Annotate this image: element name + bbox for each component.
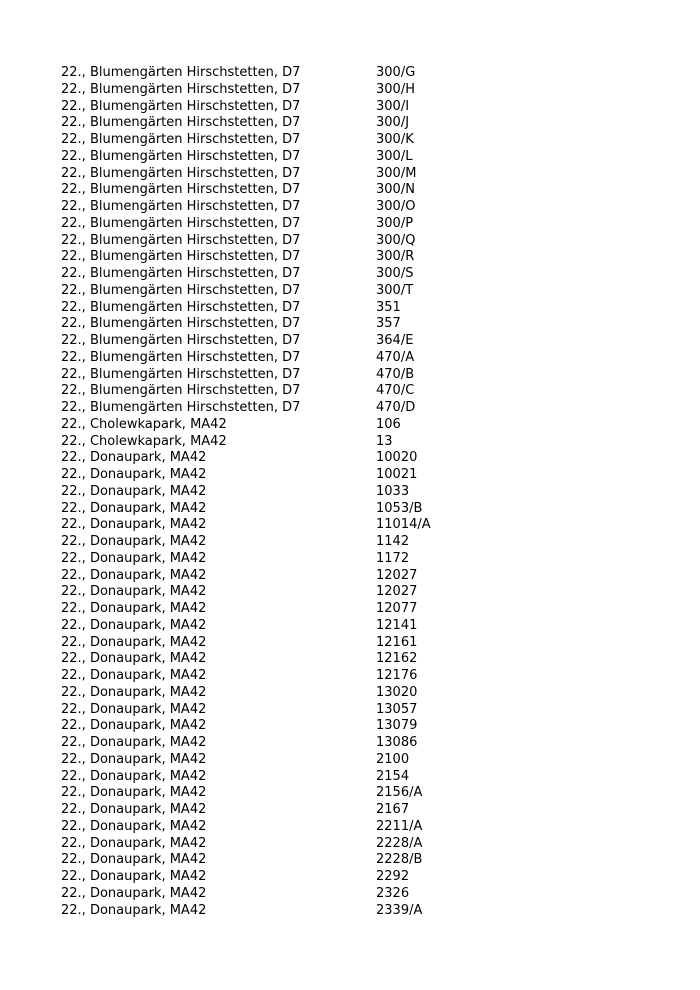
number-cell: 2211/A <box>376 818 423 834</box>
table-row <box>61 702 481 719</box>
table-row <box>61 115 481 132</box>
number-cell: 300/N <box>376 182 415 198</box>
location-cell: 22., Donaupark, MA42 <box>61 684 207 700</box>
location-cell: 22., Blumengärten Hirschstetten, D7 <box>61 349 301 365</box>
location-cell: 22., Blumengärten Hirschstetten, D7 <box>61 282 301 298</box>
location-cell: 22., Donaupark, MA42 <box>61 584 207 600</box>
table-row <box>61 82 481 99</box>
location-cell: 22., Donaupark, MA42 <box>61 802 207 817</box>
location-cell: 22., Blumengärten Hirschstetten, D7 <box>61 383 301 399</box>
location-cell: 22., Donaupark, MA42 <box>61 517 207 533</box>
table-row <box>61 199 481 216</box>
number-cell: 300/T <box>376 282 414 298</box>
number-cell: 1142 <box>376 534 410 549</box>
table-row <box>61 551 481 568</box>
location-cell: 22., Cholewkapark, MA42 <box>61 433 227 449</box>
table-row <box>61 350 481 367</box>
number-cell: 2228/A <box>376 835 423 851</box>
location-cell: 22., Donaupark, MA42 <box>61 668 207 683</box>
table-row <box>61 300 481 317</box>
number-cell: 13057 <box>376 701 418 717</box>
location-cell: 22., Blumengärten Hirschstetten, D7 <box>61 249 301 265</box>
location-cell: 22., Blumengärten Hirschstetten, D7 <box>61 366 301 382</box>
table-row <box>61 601 481 618</box>
number-cell: 300/H <box>376 81 415 97</box>
location-cell: 22., Donaupark, MA42 <box>61 634 207 650</box>
table-row <box>61 534 481 551</box>
table-row <box>61 434 481 451</box>
location-cell: 22., Donaupark, MA42 <box>61 467 207 482</box>
number-cell: 12161 <box>376 634 418 650</box>
number-cell: 12077 <box>376 601 418 616</box>
table-row <box>61 65 481 82</box>
table-row <box>61 836 481 853</box>
table-row <box>61 233 481 250</box>
table-row <box>61 216 481 233</box>
table-row <box>61 852 481 869</box>
number-cell: 300/S <box>376 266 414 281</box>
location-cell: 22., Blumengärten Hirschstetten, D7 <box>61 266 301 281</box>
number-cell: 2100 <box>376 751 410 767</box>
number-cell: 470/C <box>376 383 415 399</box>
table-row <box>61 517 481 534</box>
number-cell: 300/L <box>376 148 413 164</box>
table-row <box>61 651 481 668</box>
table-row <box>61 785 481 802</box>
table-row <box>61 367 481 384</box>
location-cell: 22., Donaupark, MA42 <box>61 450 207 466</box>
location-cell: 22., Blumengärten Hirschstetten, D7 <box>61 333 301 348</box>
number-cell: 470/D <box>376 400 416 415</box>
table-row <box>61 249 481 266</box>
location-cell: 22., Donaupark, MA42 <box>61 500 207 516</box>
number-cell: 13 <box>376 433 393 449</box>
number-cell: 300/P <box>376 215 414 231</box>
number-cell: 12027 <box>376 584 418 600</box>
location-cell: 22., Donaupark, MA42 <box>61 902 207 918</box>
table-row <box>61 132 481 149</box>
table-row <box>61 635 481 652</box>
number-cell: 2228/B <box>376 852 423 868</box>
location-cell: 22., Blumengärten Hirschstetten, D7 <box>61 165 301 181</box>
location-cell: 22., Donaupark, MA42 <box>61 534 207 549</box>
location-cell: 22., Donaupark, MA42 <box>61 567 207 583</box>
number-cell: 12141 <box>376 617 418 633</box>
table-row <box>61 568 481 585</box>
location-cell: 22., Donaupark, MA42 <box>61 852 207 868</box>
number-cell: 300/K <box>376 132 414 147</box>
location-cell: 22., Blumengärten Hirschstetten, D7 <box>61 132 301 147</box>
number-cell: 12176 <box>376 668 418 683</box>
table-row <box>61 718 481 735</box>
table-row <box>61 417 481 434</box>
table-row <box>61 769 481 786</box>
number-cell: 300/R <box>376 249 415 265</box>
location-cell: 22., Donaupark, MA42 <box>61 718 207 734</box>
number-cell: 1172 <box>376 550 410 566</box>
number-cell: 2167 <box>376 802 410 817</box>
number-cell: 300/G <box>376 65 416 80</box>
table-row <box>61 383 481 400</box>
location-cell: 22., Blumengärten Hirschstetten, D7 <box>61 65 301 80</box>
table-row <box>61 467 481 484</box>
number-cell: 470/B <box>376 366 415 382</box>
number-cell: 300/M <box>376 165 417 181</box>
table-row <box>61 484 481 501</box>
table-row <box>61 283 481 300</box>
location-cell: 22., Cholewkapark, MA42 <box>61 416 227 432</box>
location-cell: 22., Blumengärten Hirschstetten, D7 <box>61 98 301 114</box>
table-row <box>61 735 481 752</box>
table-row <box>61 316 481 333</box>
listing-table <box>61 65 481 919</box>
number-cell: 300/J <box>376 115 410 131</box>
location-cell: 22., Blumengärten Hirschstetten, D7 <box>61 115 301 131</box>
location-cell: 22., Donaupark, MA42 <box>61 885 207 901</box>
table-row <box>61 584 481 601</box>
location-cell: 22., Blumengärten Hirschstetten, D7 <box>61 215 301 231</box>
number-cell: 300/O <box>376 199 416 214</box>
number-cell: 300/Q <box>376 232 416 248</box>
location-cell: 22., Donaupark, MA42 <box>61 735 207 750</box>
location-cell: 22., Donaupark, MA42 <box>61 617 207 633</box>
location-cell: 22., Donaupark, MA42 <box>61 701 207 717</box>
table-row <box>61 450 481 467</box>
location-cell: 22., Blumengärten Hirschstetten, D7 <box>61 148 301 164</box>
number-cell: 1053/B <box>376 500 423 516</box>
location-cell: 22., Donaupark, MA42 <box>61 818 207 834</box>
location-cell: 22., Blumengärten Hirschstetten, D7 <box>61 400 301 415</box>
number-cell: 357 <box>376 316 401 332</box>
number-cell: 10020 <box>376 450 418 466</box>
location-cell: 22., Donaupark, MA42 <box>61 751 207 767</box>
number-cell: 13079 <box>376 718 418 734</box>
table-row <box>61 886 481 903</box>
table-row <box>61 752 481 769</box>
number-cell: 2156/A <box>376 785 423 801</box>
table-row <box>61 501 481 518</box>
table-row <box>61 869 481 886</box>
number-cell: 2339/A <box>376 902 423 918</box>
number-cell: 13086 <box>376 735 418 750</box>
table-row <box>61 266 481 283</box>
number-cell: 300/I <box>376 98 410 114</box>
location-cell: 22., Blumengärten Hirschstetten, D7 <box>61 182 301 198</box>
table-row <box>61 668 481 685</box>
location-cell: 22., Blumengärten Hirschstetten, D7 <box>61 232 301 248</box>
location-cell: 22., Blumengärten Hirschstetten, D7 <box>61 199 301 214</box>
location-cell: 22., Blumengärten Hirschstetten, D7 <box>61 81 301 97</box>
location-cell: 22., Donaupark, MA42 <box>61 483 207 499</box>
table-row <box>61 149 481 166</box>
location-cell: 22., Blumengärten Hirschstetten, D7 <box>61 299 301 315</box>
number-cell: 12027 <box>376 567 418 583</box>
table-row <box>61 618 481 635</box>
table-row <box>61 400 481 417</box>
location-cell: 22., Donaupark, MA42 <box>61 869 207 884</box>
number-cell: 11014/A <box>376 517 431 533</box>
table-row <box>61 99 481 116</box>
number-cell: 351 <box>376 299 401 315</box>
number-cell: 1033 <box>376 483 410 499</box>
number-cell: 2326 <box>376 885 410 901</box>
location-cell: 22., Donaupark, MA42 <box>61 601 207 616</box>
location-cell: 22., Donaupark, MA42 <box>61 768 207 784</box>
table-row <box>61 333 481 350</box>
table-row <box>61 819 481 836</box>
location-cell: 22., Blumengärten Hirschstetten, D7 <box>61 316 301 332</box>
location-cell: 22., Donaupark, MA42 <box>61 835 207 851</box>
table-row <box>61 166 481 183</box>
location-cell: 22., Donaupark, MA42 <box>61 651 207 667</box>
location-cell: 22., Donaupark, MA42 <box>61 785 207 801</box>
number-cell: 2154 <box>376 768 410 784</box>
number-cell: 12162 <box>376 651 418 667</box>
table-row <box>61 182 481 199</box>
number-cell: 13020 <box>376 684 418 700</box>
table-row <box>61 903 481 920</box>
table-row <box>61 802 481 819</box>
table-row <box>61 685 481 702</box>
number-cell: 106 <box>376 416 401 432</box>
number-cell: 470/A <box>376 349 415 365</box>
location-cell: 22., Donaupark, MA42 <box>61 550 207 566</box>
number-cell: 2292 <box>376 869 410 884</box>
number-cell: 364/E <box>376 333 414 348</box>
number-cell: 10021 <box>376 467 418 482</box>
